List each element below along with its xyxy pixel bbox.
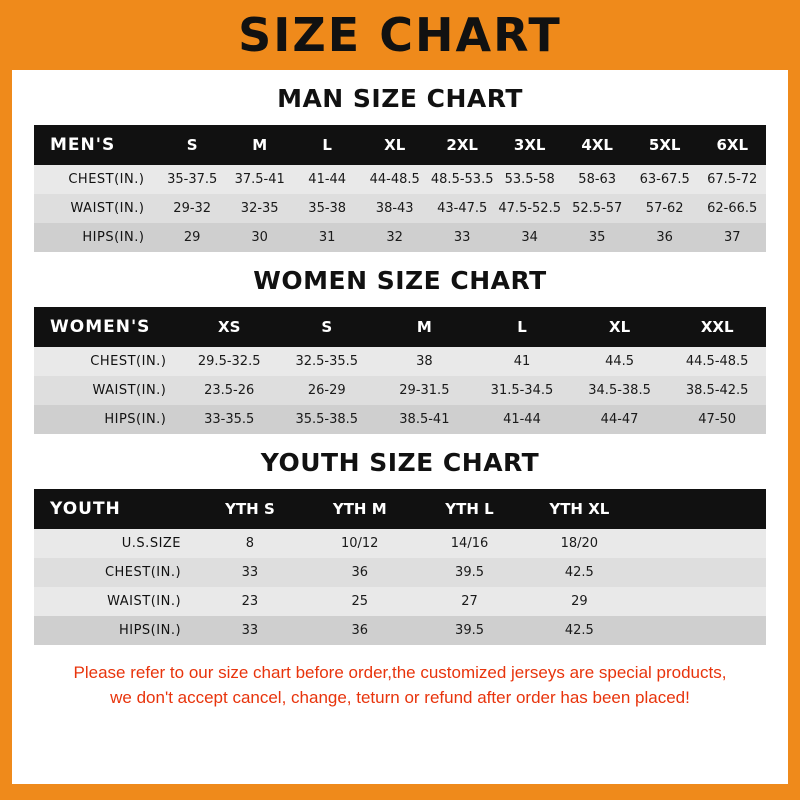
women-cell-2-2: 38.5-41 (399, 412, 450, 427)
youth-cell-0-spacer (634, 529, 766, 558)
women-cell-1-2: 29-31.5 (399, 383, 450, 398)
men-cell-2-0: 29 (183, 230, 201, 245)
men-cell-0-5: 53.5-58 (504, 172, 555, 187)
women-col-5: XXL (668, 307, 766, 347)
men-col-0: S (158, 125, 226, 165)
men-cell-1-7: 57-62 (645, 201, 684, 216)
men-col-6: 4XL (563, 125, 631, 165)
women-cell-2-4: 44-47 (600, 412, 639, 427)
women-cell-0-4: 44.5 (605, 354, 635, 369)
youth-cell-2-spacer (634, 587, 766, 616)
youth-row-header: YOUTH (34, 489, 195, 529)
table-row (34, 194, 766, 223)
table-row (34, 529, 766, 558)
section-youth (34, 448, 766, 645)
women-row-label-0: CHEST(IN.) (90, 354, 167, 369)
section-title-men: MAN SIZE CHART (277, 84, 523, 113)
women-cell-0-1: 32.5-35.5 (295, 354, 359, 369)
youth-cell-0-1: 10/12 (340, 536, 379, 551)
men-cell-2-5: 34 (521, 230, 538, 245)
youth-cell-1-1: 36 (351, 565, 368, 580)
footnote-line-1: Please refer to our size chart before order,the customized jerseys are special products, (73, 663, 727, 682)
men-cell-0-1: 37.5-41 (234, 172, 285, 187)
women-col-1: S (278, 307, 376, 347)
women-cell-1-4: 34.5-38.5 (588, 383, 651, 398)
women-cell-0-3: 41 (513, 354, 531, 369)
men-cell-2-1: 30 (251, 230, 268, 245)
youth-cell-0-3: 18/20 (560, 536, 599, 551)
men-cell-0-8: 67.5-72 (707, 172, 758, 187)
youth-cell-0-2: 14/16 (450, 536, 489, 551)
men-cell-2-6: 35 (588, 230, 606, 245)
women-cell-1-1: 26-29 (307, 383, 346, 398)
youth-cell-1-3: 42.5 (564, 565, 594, 580)
youth-cell-2-3: 29 (571, 594, 588, 609)
men-cell-1-2: 35-38 (308, 201, 347, 216)
men-cell-0-6: 58-63 (578, 172, 617, 187)
men-col-2: L (293, 125, 361, 165)
page-title: SIZE CHART (238, 8, 562, 62)
table-row (34, 376, 766, 405)
youth-col-0: YTH S (195, 489, 305, 529)
youth-cell-3-0: 33 (241, 623, 259, 638)
women-row-label-1: WAIST(IN.) (92, 383, 167, 398)
table-row (34, 223, 766, 252)
men-cell-0-7: 63-67.5 (639, 172, 690, 187)
men-cell-0-3: 44-48.5 (369, 172, 420, 187)
section-title-youth: YOUTH SIZE CHART (260, 448, 540, 477)
men-cell-2-3: 32 (386, 230, 403, 245)
youth-cell-2-2: 27 (461, 594, 478, 609)
men-cell-2-2: 31 (318, 230, 336, 245)
section-women (34, 266, 766, 434)
youth-cell-3-2: 39.5 (455, 623, 484, 638)
women-col-0: XS (180, 307, 278, 347)
section-title-women: WOMEN SIZE CHART (253, 266, 547, 295)
men-row-label-0: CHEST(IN.) (68, 172, 145, 187)
youth-cell-3-3: 42.5 (564, 623, 594, 638)
women-row-label-2: HIPS(IN.) (104, 412, 167, 427)
men-cell-1-3: 38-43 (375, 201, 414, 216)
bottom-band (12, 784, 788, 800)
footnote (50, 661, 750, 710)
women-cell-2-3: 41-44 (503, 412, 541, 427)
youth-col-1: YTH M (305, 489, 415, 529)
youth-cell-3-1: 36 (351, 623, 368, 638)
women-cell-1-5: 38.5-42.5 (685, 383, 749, 398)
men-cell-2-4: 33 (453, 230, 471, 245)
women-col-4: XL (571, 307, 669, 347)
men-cell-0-2: 41-44 (308, 172, 347, 187)
youth-row-label-1: CHEST(IN.) (104, 565, 182, 580)
men-row-header: MEN'S (34, 125, 158, 165)
table-row (34, 165, 766, 194)
men-col-8: 6XL (698, 125, 766, 165)
youth-cell-3-spacer (634, 616, 766, 645)
men-row-label-1: WAIST(IN.) (70, 201, 145, 216)
men-cell-0-4: 48.5-53.5 (430, 172, 494, 187)
men-cell-2-8: 37 (723, 230, 741, 245)
women-row-header: WOMEN'S (34, 307, 180, 347)
table-header-row (34, 307, 766, 347)
men-cell-1-6: 52.5-57 (572, 201, 623, 216)
women-cell-2-5: 47-50 (698, 412, 737, 427)
chart-content (12, 84, 788, 710)
youth-row-label-3: HIPS(IN.) (118, 623, 182, 638)
men-cell-0-0: 35-37.5 (167, 172, 218, 187)
table-header-row (34, 125, 766, 165)
footnote-line-2: we don't accept cancel, change, teturn or refund after order has been placed! (110, 687, 690, 707)
youth-cell-2-0: 23 (241, 594, 259, 609)
table-row (34, 616, 766, 645)
section-men (34, 84, 766, 252)
youth-col-spacer (634, 489, 766, 529)
youth-size-table (34, 489, 766, 645)
table-row (34, 587, 766, 616)
men-cell-1-4: 43-47.5 (437, 201, 488, 216)
youth-col-2: YTH L (415, 489, 525, 529)
women-cell-0-5: 44.5-48.5 (685, 354, 749, 369)
men-col-3: XL (361, 125, 429, 165)
youth-row-label-2: WAIST(IN.) (107, 594, 182, 609)
women-cell-2-0: 33-35.5 (204, 412, 255, 427)
men-col-7: 5XL (631, 125, 699, 165)
women-cell-2-1: 35.5-38.5 (295, 412, 359, 427)
men-cell-1-5: 47.5-52.5 (498, 201, 561, 216)
table-row (34, 558, 766, 587)
men-cell-2-7: 36 (656, 230, 673, 245)
table-row (34, 405, 766, 434)
youth-cell-2-1: 25 (351, 594, 368, 609)
women-cell-1-3: 31.5-34.5 (490, 383, 554, 398)
table-row (34, 347, 766, 376)
youth-cell-1-spacer (634, 558, 766, 587)
men-cell-1-1: 32-35 (240, 201, 279, 216)
table-header-row (34, 489, 766, 529)
men-col-5: 3XL (496, 125, 564, 165)
women-size-table (34, 307, 766, 434)
men-size-table (34, 125, 766, 252)
women-cell-0-0: 29.5-32.5 (197, 354, 261, 369)
header-band (12, 0, 788, 70)
youth-row-label-0: U.S.SIZE (121, 536, 182, 551)
women-col-3: L (473, 307, 571, 347)
women-col-2: M (376, 307, 474, 347)
youth-col-3: YTH XL (524, 489, 634, 529)
women-cell-0-2: 38 (416, 354, 433, 369)
youth-cell-1-0: 33 (241, 565, 259, 580)
women-cell-1-0: 23.5-26 (204, 383, 255, 398)
men-col-4: 2XL (428, 125, 496, 165)
men-row-label-2: HIPS(IN.) (82, 230, 145, 245)
men-cell-1-8: 62-66.5 (707, 201, 758, 216)
men-cell-1-0: 29-32 (173, 201, 212, 216)
youth-cell-1-2: 39.5 (455, 565, 484, 580)
youth-cell-0-0: 8 (245, 536, 255, 551)
men-col-1: M (226, 125, 294, 165)
